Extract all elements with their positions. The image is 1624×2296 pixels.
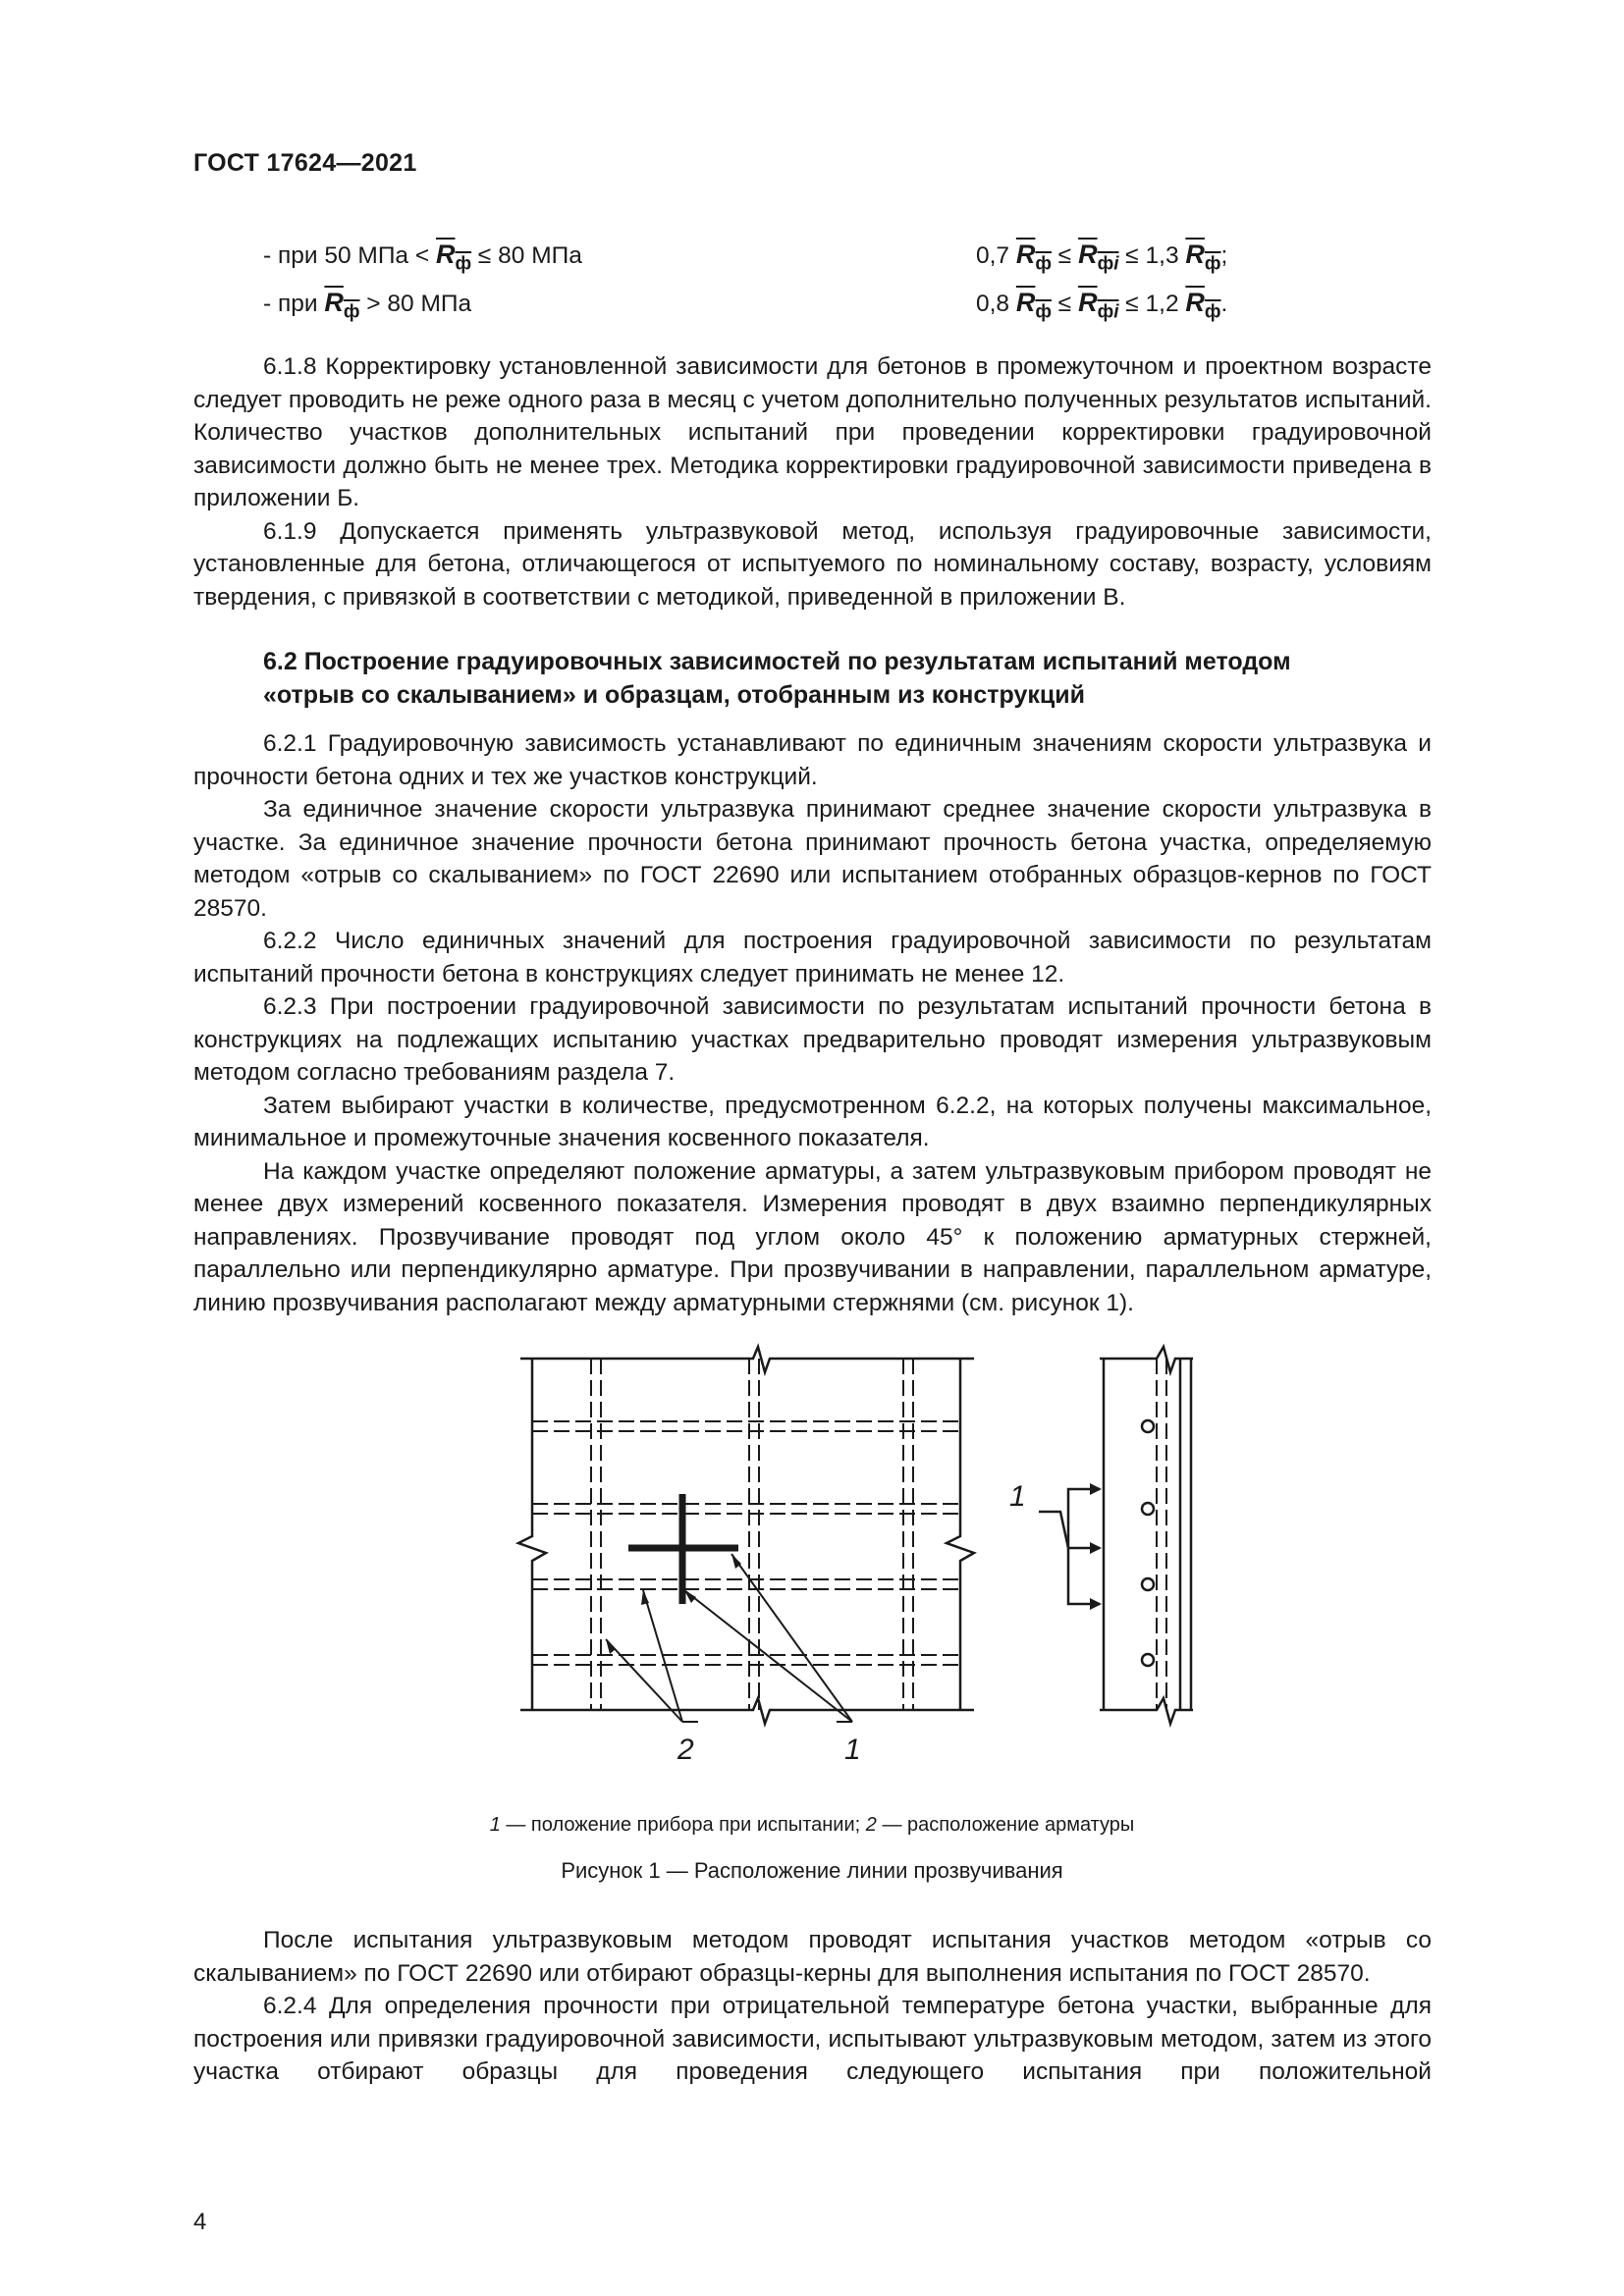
- r-phi-symbol: $R_ф$: [1015, 240, 1052, 275]
- paragraph-6-2-1: 6.2.1 Градуировочную зависимость устанавливают по единичным значениям скорости ультразвука и прочности бетона одних и тех же участков конструкций.: [193, 730, 1432, 790]
- figure-caption: Рисунок 1 — Расположение линии прозвучивания: [561, 1858, 1063, 1883]
- figure-legend: 1 — положение прибора при испытании; 2 — расположение арматуры: [489, 1814, 1135, 1836]
- slab-top-edge: [520, 1347, 974, 1372]
- r-phi-symbol: $R_ф$: [1185, 240, 1221, 275]
- slab-bottom-edge: [520, 1698, 974, 1724]
- r-phi-symbol: $R_ф$: [1185, 288, 1221, 323]
- paragraph-6-2-3-b: Затем выбирают участки в количестве, предусмотренном 6.2.2, на которых получены максимальное, минимальное и промежуточные значения косвенного показателя.: [193, 1092, 1432, 1151]
- section-title-line: «отрыв со скалыванием» и образцам, отобранным из конструкций: [263, 680, 1085, 709]
- paragraph-6-2-2: 6.2.2 Число единичных значений для построения градуировочной зависимости по результатам испытаний прочности бетона в конструкциях следует принимать не менее 12.: [193, 928, 1432, 988]
- r-phi-symbol: $R_ф$: [435, 240, 472, 275]
- section-view: [1100, 1347, 1193, 1724]
- coef-text: 0,8: [976, 291, 1016, 317]
- paragraph-6-1-9: 6.1.9 Допускается применять ультразвуковой метод, используя градуировочные зависимости, установленные для бетона, отличающегося от испытуемого по номинальному составу, возрасту, условиям твердения, с привязкой в соответствии с методикой, приведенной в приложении В.: [193, 517, 1432, 611]
- paragraph-6-2-4: 6.2.4 Для определения прочности при отрицательной температуре бетона участки, выбранные для построения или привязки градуировочной зависимости, испытывают ультразвуковым методом, затем из этого участка отбирают образцы для проведения следующего испытания при положительной: [193, 1993, 1432, 2085]
- paragraph-after-figure: После испытания ультразвуковым методом проводят испытания участков методом «отрыв со скалыванием» по ГОСТ 22690 или отбирают образцы-керны для выполнения испытания по ГОСТ 28570.: [193, 1927, 1432, 1987]
- coef-text: ≤ 1,3: [1118, 242, 1186, 269]
- section-title-line: 6.2 Построение градуировочных зависимостей по результатам испытаний методом: [263, 648, 1291, 675]
- coef-text: 0,7: [976, 242, 1016, 269]
- section-heading: [263, 646, 1432, 712]
- condition-text: - при: [263, 291, 325, 317]
- paragraph-6-2-3: 6.2.3 При построении градуировочной зависимости по результатам испытаний прочности бетона в конструкциях на подлежащих испытанию участках предварительно проводят измерения ультразвуковым методом согласно требованиям раздела 7.: [193, 993, 1432, 1086]
- slab-left-edge: [518, 1359, 546, 1710]
- document-code: ГОСТ 17624—2021: [193, 149, 417, 177]
- r-phi-symbol: $R_ф$: [324, 288, 360, 323]
- condition-right-1: [976, 239, 1227, 281]
- page-number: 4: [193, 2209, 207, 2235]
- figure-label-1-right: 1: [1009, 1480, 1026, 1513]
- text-block-top: [193, 350, 1432, 614]
- punct: ;: [1220, 242, 1228, 269]
- condition-left-1: [263, 239, 582, 281]
- punct: .: [1220, 291, 1228, 317]
- condition-text: > 80 МПа: [359, 291, 472, 317]
- coef-text: ≤ 1,2: [1118, 291, 1186, 317]
- slab-right-edge: [947, 1359, 974, 1710]
- leader-arrowheads: [606, 1554, 741, 1654]
- r-phi-i-symbol: $R_{фi}$: [1078, 240, 1119, 275]
- condition-right-2: [976, 287, 1227, 329]
- leader-1-right: [1039, 1512, 1068, 1548]
- text-block-middle: [193, 727, 1432, 1319]
- rebar-sections: [1142, 1420, 1154, 1666]
- figure-label-1: 1: [844, 1734, 861, 1766]
- transducer-arrowheads: [1090, 1483, 1102, 1610]
- text-block-bottom: [193, 1924, 1432, 2089]
- instrument-cross: [628, 1494, 738, 1604]
- le-symbol: ≤: [1052, 291, 1079, 317]
- paragraph-6-1-8: 6.1.8 Корректировку установленной зависимости для бетонов в промежуточном и проектном возрасте следует проводить не реже одного раза в месяц с учетом дополнительно полученных результатов испытаний. Количество участков дополнительных испытаний при проведении корректировки градуировочной зависимости должно быть не менее трех. Методика корректировки градуировочной зависимости приведена в приложении Б.: [193, 353, 1432, 511]
- r-phi-symbol: $R_ф$: [1015, 288, 1052, 323]
- paragraph-6-2-3-c: На каждом участке определяют положение арматуры, а затем ультразвуковым прибором проводят не менее двух измерений косвенного показателя. Измерения проводят в двух взаимно перпендикулярных направлениях. Прозвучивание проводят под углом около 45° к положению арматурных стержней, параллельно или перпендикулярно арматуре. При прозвучивании в направлении, параллельном арматуре, линию прозвучивания располагают между арматурными стержнями (см. рисунок 1).: [193, 1157, 1432, 1316]
- paragraph-6-2-1-b: За единичное значение скорости ультразвука принимают среднее значение скорости ультразвука в участке. За единичное значение прочности бетона принимают прочность бетона участка, определяемую методом «отрыв со скалыванием» по ГОСТ 22690 или испытанием отобранных образцов-кернов по ГОСТ 28570.: [193, 796, 1432, 922]
- condition-text: ≤ 80 МПа: [471, 242, 582, 269]
- condition-left-2: [263, 287, 471, 329]
- r-phi-i-symbol: $R_{фi}$: [1078, 288, 1119, 323]
- figure-1-drawing: [0, 1335, 1624, 1787]
- section-rebar: [1157, 1359, 1166, 1710]
- le-symbol: ≤: [1052, 242, 1079, 269]
- condition-text: - при 50 МПа <: [263, 242, 436, 269]
- figure-label-2: 2: [677, 1734, 694, 1766]
- rebar-grid: [532, 1359, 960, 1710]
